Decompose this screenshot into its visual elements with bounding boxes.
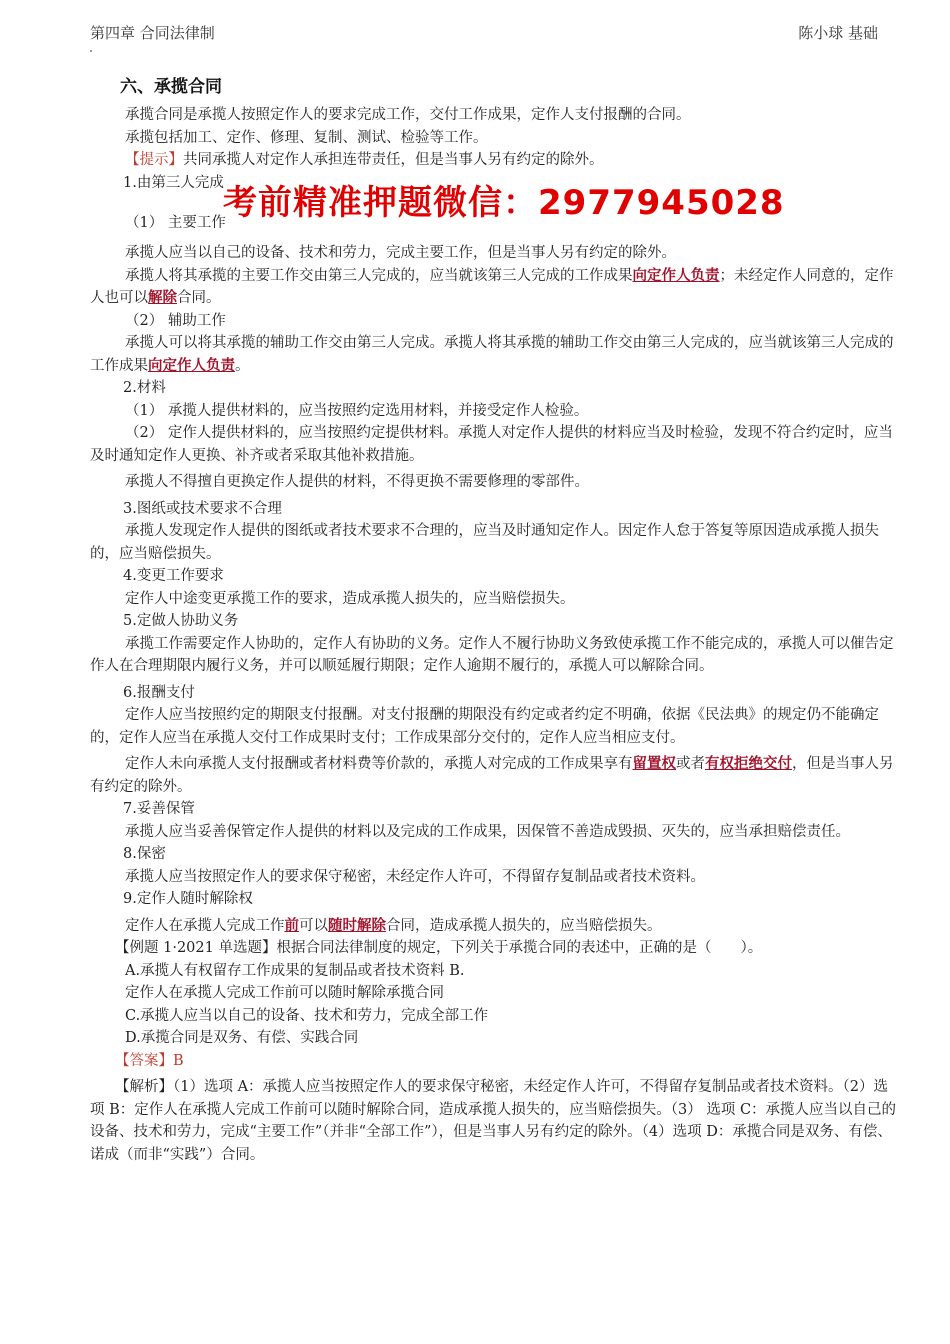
tip-text: 共同承揽人对定作人承担连带责任，但是当事人另有约定的除外。	[183, 152, 604, 168]
subheading: 8.保密	[123, 846, 166, 862]
section-title: 六、承揽合同	[120, 77, 222, 97]
tip-paragraph	[90, 149, 898, 172]
paragraph: 承揽人发现定作人提供的图纸或者技术要求不合理的，应当及时通知定作人。因定作人怠于答复等原因造成承揽人损失的，应当赔偿损失。	[90, 523, 879, 562]
subheading: （1） 主要工作	[125, 215, 226, 231]
example-question: 【例题 1·2021 单选题】根据合同法律制度的规定，下列关于承揽合同的表述中，正确的是（ ）。	[115, 940, 763, 956]
subheading: 7.妥善保管	[123, 801, 195, 817]
watermark-text: 考前精准押题微信：2977945028	[223, 183, 785, 223]
paragraph: （2） 定作人提供材料的，应当按照约定提供材料。承揽人对定作人提供的材料应当及时检验，发现不符合约定时，应当及时通知定作人更换、补齐或者采取其他补救措施。	[90, 425, 893, 464]
paragraph: （1） 承揽人提供材料的，应当按照约定选用材料，并接受定作人检验。	[125, 402, 589, 419]
text: 合同。	[177, 290, 221, 306]
text: 定作人未向承揽人支付报酬或者材料费等价款的，承揽人对完成的工作成果享有	[125, 756, 633, 772]
header-author: 陈小球 基础	[798, 24, 878, 42]
highlight: 向定作人负责	[632, 266, 720, 284]
highlight: 解除	[148, 289, 177, 306]
paragraph	[90, 332, 898, 377]
text: ；未经定作人同意的，定作人也可以	[90, 267, 894, 306]
paragraph: 承揽人应当按照定作人的要求保守秘密，未经定作人许可，不得留存复制品或者技术资料。	[125, 868, 705, 885]
tip-tag: 【提示】	[125, 152, 183, 168]
option-d: D.承揽合同是双务、有偿、实践合同	[125, 1030, 359, 1046]
highlight: 有权拒绝交付	[705, 755, 792, 772]
subheading: 6.报酬支付	[123, 684, 195, 701]
explanation: 【解析】（1）选项 A：承揽人应当按照定作人的要求保守秘密，未经定作人许可，不得留存复制品或者技术资料。（2）选项 B：定作人在承揽人完成工作前可以随时解除合同，造成承揽人损失的，应当赔偿损失。（3） 选项 C：承揽人应当以自己的设备、技术和劳力，完成“主要工作”（并非“全部工作”），但是当事人另有约定的除外。（4）选项 D：承揽合同是双务、有偿、诺成（而非“实践”）合同。	[90, 1079, 897, 1163]
subheading: 4.变更工作要求	[123, 568, 224, 584]
document-body	[90, 104, 898, 1166]
text: 承揽人将其承揽的主要工作交由第三人完成的，应当就该第三人完成的工作成果	[125, 267, 633, 284]
highlight: 向定作人负责	[148, 356, 235, 374]
paragraph: 承揽人不得擅自更换定作人提供的材料，不得更换不需要修理的零部件。	[125, 474, 589, 490]
highlight: 前	[284, 916, 299, 934]
paragraph: 承揽包括加工、定作、修理、复制、测试、检验等工作。	[125, 129, 488, 146]
option-a: A.承揽人有权留存工作成果的复制品或者技术资料 B.	[125, 962, 465, 979]
paragraph: 承揽合同是承揽人按照定作人的要求完成工作，交付工作成果，定作人支付报酬的合同。	[125, 107, 691, 123]
subheading: 9.定作人随时解除权	[123, 891, 253, 907]
subheading: （2） 辅助工作	[125, 312, 226, 329]
paragraph: 承揽工作需要定作人协助的，定作人有协助的义务。定作人不履行协助义务致使承揽工作不能完成的，承揽人可以催告定作人在合理期限内履行义务，并可以顺延履行期限；定作人逾期不履行的，承揽人可以解除合同。	[90, 635, 894, 674]
header-chapter: 第四章 合同法律制	[90, 24, 215, 42]
paragraph: 定作人应当按照约定的期限支付报酬。对支付报酬的期限没有约定或者约定不明确，依据《民法典》的规定仍不能确定的，定作人应当在承揽人交付工作成果时支付；工作成果部分交付的，定作人应当相应支付。	[90, 707, 879, 746]
paragraph	[90, 265, 898, 310]
header-dot	[90, 50, 92, 52]
highlight: 随时解除	[328, 916, 386, 934]
option-b: 定作人在承揽人完成工作前可以随时解除承揽合同	[125, 985, 444, 1001]
paragraph	[90, 915, 898, 938]
answer: 【答案】B	[115, 1052, 184, 1069]
highlight: 留置权	[632, 755, 676, 772]
paragraph: 定作人中途变更承揽工作的要求，造成承揽人损失的，应当赔偿损失。	[125, 590, 575, 607]
text: 承揽人可以将其承揽的辅助工作交由第三人完成。承揽人将其承揽的辅助工作交由第三人完成的，应当就该第三人完成的工作成果	[90, 335, 894, 374]
text: 合同，造成承揽人损失的，应当赔偿损失。	[386, 917, 662, 934]
paragraph: 承揽人应当以自己的设备、技术和劳力，完成主要工作，但是当事人另有约定的除外。	[125, 245, 676, 261]
text: 可以	[299, 917, 328, 934]
text: 定作人在承揽人完成工作	[125, 917, 285, 934]
subheading: 2.材料	[123, 380, 166, 396]
subheading: 3.图纸或技术要求不合理	[123, 500, 282, 517]
paragraph: 承揽人应当妥善保管定作人提供的材料以及完成的工作成果，因保管不善造成毁损、灭失的，应当承担赔偿责任。	[125, 823, 850, 840]
paragraph	[90, 753, 898, 798]
option-c: C.承揽人应当以自己的设备、技术和劳力，完成全部工作	[125, 1007, 489, 1024]
text: ，但是当事人另有约定的除外。	[90, 756, 894, 795]
subheading: 5.定做人协助义务	[123, 613, 239, 629]
watermark-row	[90, 183, 898, 242]
subheading: 1.由第三人完成	[123, 174, 224, 191]
text: 。	[235, 357, 250, 374]
text: 或者	[676, 756, 705, 772]
